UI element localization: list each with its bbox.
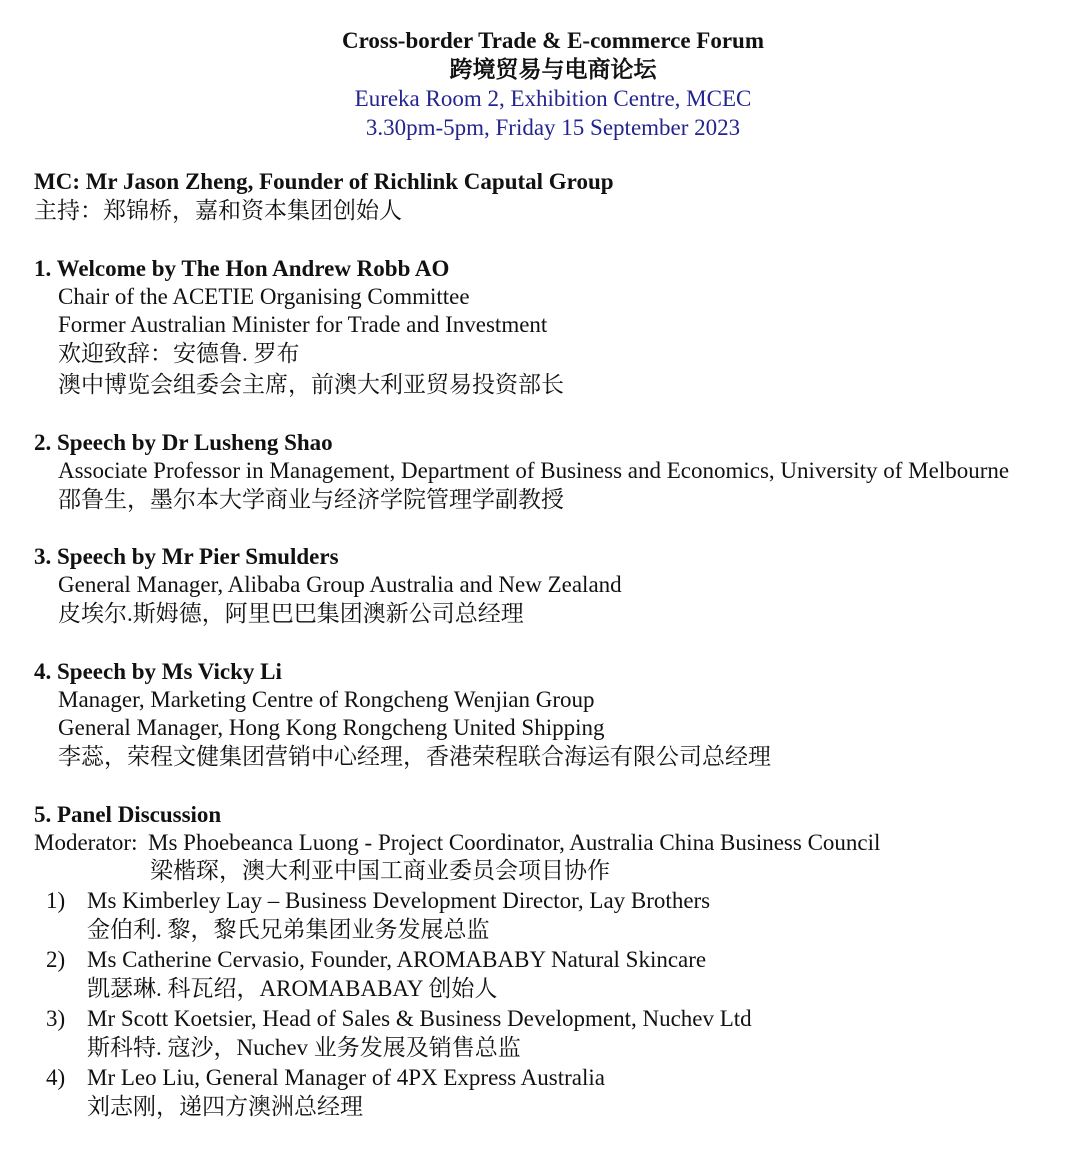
item-4-line-1: Manager, Marketing Centre of Rongcheng Wenjian Group: [58, 687, 595, 712]
panel-heading: 5. Panel Discussion: [34, 802, 222, 827]
moderator-label: Moderator:: [34, 830, 138, 855]
item-1-line-4: 澳中博览会组委会主席，前澳大利亚贸易投资部长: [58, 372, 564, 397]
item-2-heading: 2. Speech by Dr Lusheng Shao: [34, 430, 333, 455]
mc-heading: MC: Mr Jason Zheng, Founder of Richlink Caputal Group: [34, 169, 614, 194]
item-2-line-2: 邵鲁生，墨尔本大学商业与经济学院管理学副教授: [58, 487, 564, 512]
item-2-line-1: Associate Professor in Management, Department of Business and Economics, University of Melbourne: [58, 458, 1010, 483]
item-1-line-3: 欢迎致辞：安德鲁. 罗布: [58, 341, 300, 366]
panelist-1-cn: 金伯利. 黎，黎氏兄弟集团业务发展总监: [87, 917, 490, 942]
panelist-1-name: Ms Kimberley Lay – Business Development Director, Lay Brothers: [87, 888, 711, 913]
header: [0, 26, 1080, 142]
forum-title: Cross-border Trade & E-commerce Forum: [342, 28, 764, 53]
forum-title-cn: 跨境贸易与电商论坛: [449, 57, 657, 82]
panelist-3-cn: 斯科特. 寇沙，Nuchev 业务发展及销售总监: [87, 1035, 521, 1060]
item-1-heading: 1. Welcome by The Hon Andrew Robb AO: [34, 256, 450, 281]
mc-cn: 主持：郑锦桥，嘉和资本集团创始人: [34, 198, 402, 223]
item-1-line-1: Chair of the ACETIE Organising Committee: [58, 284, 470, 309]
moderator-cn: 梁楷琛，澳大利亚中国工商业委员会项目协作: [150, 858, 610, 883]
panelist-1-number: 1): [46, 888, 66, 913]
item-3-line-2: 皮埃尔.斯姆德，阿里巴巴集团澳新公司总经理: [58, 601, 524, 626]
panelist-2-cn: 凯瑟琳. 科瓦绍，AROMABABAY 创始人: [87, 976, 498, 1001]
panelist-2-number: 2): [46, 947, 66, 972]
panelist-3-number: 3): [46, 1006, 66, 1031]
item-4-heading: 4. Speech by Ms Vicky Li: [34, 659, 282, 684]
item-4-line-3: 李蕊，荣程文健集团营销中心经理，香港荣程联合海运有限公司总经理: [58, 744, 771, 769]
panelist-3-name: Mr Scott Koetsier, Head of Sales & Business Development, Nuchev Ltd: [87, 1006, 752, 1031]
event-time: 3.30pm-5pm, Friday 15 September 2023: [365, 115, 741, 140]
moderator: Ms Phoebeanca Luong - Project Coordinator, Australia China Business Council: [148, 830, 881, 855]
item-4-line-2: General Manager, Hong Kong Rongcheng United Shipping: [58, 715, 605, 740]
item-3-heading: 3. Speech by Mr Pier Smulders: [34, 544, 339, 569]
item-3-line-1: General Manager, Alibaba Group Australia and New Zealand: [58, 572, 622, 597]
panelist-4-number: 4): [46, 1065, 66, 1090]
item-1-line-2: Former Australian Minister for Trade and Investment: [58, 312, 548, 337]
panelist-4-cn: 刘志刚，递四方澳洲总经理: [87, 1094, 363, 1119]
venue: Eureka Room 2, Exhibition Centre, MCEC: [354, 86, 752, 111]
panelist-2-name: Ms Catherine Cervasio, Founder, AROMABABY Natural Skincare: [87, 947, 707, 972]
panelist-4-name: Mr Leo Liu, General Manager of 4PX Express Australia: [87, 1065, 605, 1090]
